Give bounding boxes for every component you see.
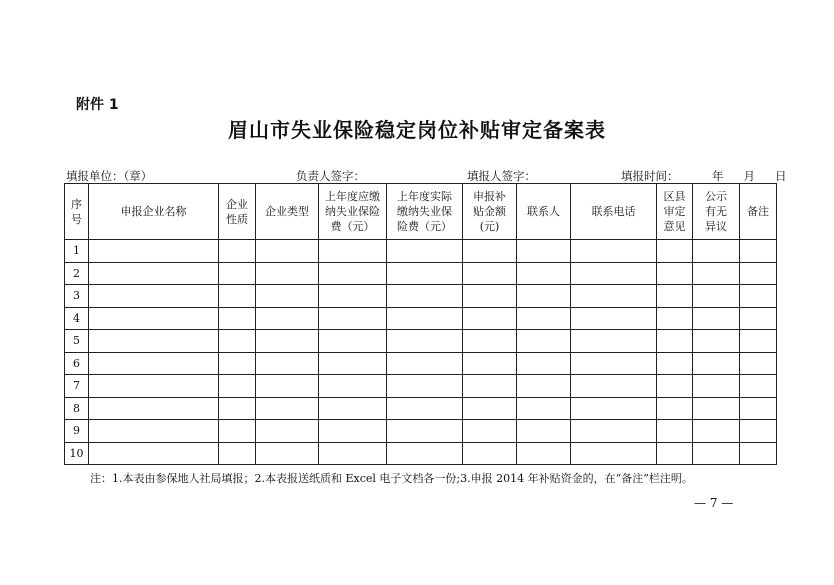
table-cell[interactable] bbox=[517, 330, 571, 353]
table-cell[interactable] bbox=[657, 352, 693, 375]
table-cell[interactable] bbox=[319, 240, 387, 263]
column-header-line: 申报补 bbox=[473, 190, 506, 203]
table-cell[interactable] bbox=[571, 285, 657, 308]
table-cell[interactable] bbox=[693, 307, 740, 330]
column-header-line: 备注 bbox=[747, 205, 769, 218]
table-cell[interactable] bbox=[89, 352, 219, 375]
column-header-line: 企业类型 bbox=[265, 205, 309, 218]
table-cell[interactable] bbox=[571, 442, 657, 465]
table-cell[interactable] bbox=[319, 285, 387, 308]
row-number: 7 bbox=[65, 375, 89, 398]
column-header bbox=[319, 184, 387, 240]
table-cell[interactable] bbox=[256, 397, 319, 420]
table-cell[interactable] bbox=[463, 262, 517, 285]
table-cell[interactable] bbox=[219, 330, 256, 353]
month-label: 月 bbox=[743, 169, 755, 183]
table-cell[interactable] bbox=[387, 285, 463, 308]
row-number: 4 bbox=[65, 307, 89, 330]
table-cell[interactable] bbox=[517, 352, 571, 375]
table-cell[interactable] bbox=[219, 262, 256, 285]
table-cell[interactable] bbox=[89, 330, 219, 353]
table-row bbox=[65, 262, 777, 285]
day-label: 日 bbox=[775, 169, 787, 183]
column-header-line: 性质 bbox=[226, 212, 248, 226]
column-header-line: 序 bbox=[71, 197, 82, 211]
column-header-line: 上年度实际 bbox=[397, 190, 452, 203]
table-cell[interactable] bbox=[463, 352, 517, 375]
table-cell[interactable] bbox=[319, 375, 387, 398]
table-cell[interactable] bbox=[387, 352, 463, 375]
column-header bbox=[219, 184, 256, 240]
table-cell[interactable] bbox=[571, 240, 657, 263]
table-cell[interactable] bbox=[256, 307, 319, 330]
table-cell[interactable] bbox=[571, 262, 657, 285]
table-cell[interactable] bbox=[219, 442, 256, 465]
table-cell[interactable] bbox=[463, 307, 517, 330]
table-cell[interactable] bbox=[256, 330, 319, 353]
table-row bbox=[65, 375, 777, 398]
table-cell[interactable] bbox=[256, 352, 319, 375]
column-header bbox=[387, 184, 463, 240]
table-cell[interactable] bbox=[740, 352, 777, 375]
column-header-line: 意见 bbox=[663, 220, 686, 233]
table-cell[interactable] bbox=[319, 330, 387, 353]
table-cell[interactable] bbox=[693, 375, 740, 398]
table-cell[interactable] bbox=[693, 330, 740, 353]
table-cell[interactable] bbox=[740, 262, 777, 285]
table-cell[interactable] bbox=[319, 307, 387, 330]
table-cell[interactable] bbox=[219, 285, 256, 308]
table-cell[interactable] bbox=[463, 397, 517, 420]
column-header-line: 企业 bbox=[226, 197, 248, 211]
table-cell[interactable] bbox=[571, 375, 657, 398]
table-cell[interactable] bbox=[657, 240, 693, 263]
table-cell[interactable] bbox=[693, 285, 740, 308]
table-cell[interactable] bbox=[571, 420, 657, 443]
table-row bbox=[65, 307, 777, 330]
table-cell[interactable] bbox=[319, 262, 387, 285]
table-cell[interactable] bbox=[89, 285, 219, 308]
table-cell[interactable] bbox=[517, 375, 571, 398]
column-header-line: 公示 bbox=[705, 190, 727, 203]
table-body bbox=[65, 240, 777, 465]
row-number: 1 bbox=[65, 240, 89, 263]
column-header bbox=[693, 184, 740, 240]
table-row bbox=[65, 352, 777, 375]
column-header-line: 联系人 bbox=[527, 205, 560, 218]
table-cell[interactable] bbox=[387, 397, 463, 420]
table-cell[interactable] bbox=[693, 262, 740, 285]
table-cell[interactable] bbox=[319, 420, 387, 443]
table-cell[interactable] bbox=[256, 442, 319, 465]
column-header-line: 申报企业名称 bbox=[120, 205, 187, 218]
table-cell[interactable] bbox=[571, 330, 657, 353]
table-row bbox=[65, 330, 777, 353]
table-cell[interactable] bbox=[693, 442, 740, 465]
table-header-row bbox=[65, 184, 777, 240]
table-cell[interactable] bbox=[463, 375, 517, 398]
table-cell[interactable] bbox=[740, 240, 777, 263]
row-number: 3 bbox=[65, 285, 89, 308]
table-cell[interactable] bbox=[517, 240, 571, 263]
table-cell[interactable] bbox=[517, 420, 571, 443]
row-number: 2 bbox=[65, 262, 89, 285]
table-cell[interactable] bbox=[256, 375, 319, 398]
column-header-line: 有无 bbox=[705, 205, 727, 218]
table-cell[interactable] bbox=[256, 285, 319, 308]
table-cell[interactable] bbox=[740, 285, 777, 308]
table-cell[interactable] bbox=[219, 240, 256, 263]
table-cell[interactable] bbox=[463, 240, 517, 263]
column-header bbox=[740, 184, 777, 240]
table-cell[interactable] bbox=[463, 285, 517, 308]
table-cell[interactable] bbox=[387, 420, 463, 443]
column-header-line: 区县 bbox=[663, 190, 686, 203]
table-cell[interactable] bbox=[740, 375, 777, 398]
column-header-line: 险费（元） bbox=[397, 220, 452, 233]
footnote: 注：1.本表由参保地人社局填报；2.本表报送纸质和 Excel 电子文档各一份;3.申报 2014 年补贴资金的，在“备注”栏注明。 bbox=[90, 472, 693, 485]
column-header bbox=[571, 184, 657, 240]
table-cell[interactable] bbox=[463, 442, 517, 465]
table-cell[interactable] bbox=[657, 420, 693, 443]
table-cell[interactable] bbox=[89, 397, 219, 420]
row-number: 8 bbox=[65, 397, 89, 420]
table-cell[interactable] bbox=[657, 262, 693, 285]
table-cell[interactable] bbox=[571, 307, 657, 330]
column-header-line: 缴纳失业保 bbox=[397, 205, 452, 218]
table-cell[interactable] bbox=[219, 352, 256, 375]
table-cell[interactable] bbox=[387, 240, 463, 263]
table-cell[interactable] bbox=[693, 352, 740, 375]
table-row bbox=[65, 442, 777, 465]
table-cell[interactable] bbox=[387, 307, 463, 330]
column-header bbox=[517, 184, 571, 240]
column-header-line: 审定 bbox=[663, 205, 686, 218]
table-cell[interactable] bbox=[657, 375, 693, 398]
column-header bbox=[256, 184, 319, 240]
table-row bbox=[65, 240, 777, 263]
column-header bbox=[89, 184, 219, 240]
table-cell[interactable] bbox=[89, 420, 219, 443]
table-cell[interactable] bbox=[740, 330, 777, 353]
table-cell[interactable] bbox=[657, 330, 693, 353]
table-cell[interactable] bbox=[387, 262, 463, 285]
table-cell[interactable] bbox=[463, 330, 517, 353]
attachment-label: 附件 1 bbox=[76, 97, 119, 113]
table-cell[interactable] bbox=[517, 262, 571, 285]
table-cell[interactable] bbox=[256, 420, 319, 443]
table-cell[interactable] bbox=[657, 307, 693, 330]
table-row bbox=[65, 397, 777, 420]
row-number: 5 bbox=[65, 330, 89, 353]
table-cell[interactable] bbox=[571, 397, 657, 420]
filing-table bbox=[64, 183, 777, 465]
table-cell[interactable] bbox=[693, 420, 740, 443]
table-cell[interactable] bbox=[517, 397, 571, 420]
table-cell[interactable] bbox=[319, 397, 387, 420]
column-header-line: 联系电话 bbox=[591, 205, 636, 218]
column-header-line: 贴金额 bbox=[473, 205, 506, 218]
table-cell[interactable] bbox=[256, 262, 319, 285]
time-label: 填报时间： bbox=[621, 169, 679, 183]
table-cell[interactable] bbox=[219, 397, 256, 420]
table-cell[interactable] bbox=[571, 352, 657, 375]
table-cell[interactable] bbox=[740, 442, 777, 465]
table-cell[interactable] bbox=[657, 397, 693, 420]
column-header-line: 号 bbox=[71, 212, 82, 226]
table-cell[interactable] bbox=[740, 420, 777, 443]
row-number: 6 bbox=[65, 352, 89, 375]
row-number: 9 bbox=[65, 420, 89, 443]
table-cell[interactable] bbox=[219, 307, 256, 330]
table-cell[interactable] bbox=[387, 375, 463, 398]
table-cell[interactable] bbox=[740, 397, 777, 420]
unit-label: 填报单位：（章） bbox=[66, 169, 153, 183]
table-cell[interactable] bbox=[89, 442, 219, 465]
column-header-line: 费（元） bbox=[330, 220, 375, 233]
table-cell[interactable] bbox=[387, 442, 463, 465]
year-label: 年 bbox=[712, 169, 724, 183]
form-title: 眉山市失业保险稳定岗位补贴审定备案表 bbox=[228, 118, 606, 142]
column-header-line: (元) bbox=[479, 220, 500, 233]
table-cell[interactable] bbox=[517, 307, 571, 330]
table-cell[interactable] bbox=[219, 375, 256, 398]
table-cell[interactable] bbox=[89, 307, 219, 330]
table-cell[interactable] bbox=[740, 307, 777, 330]
row-number: 10 bbox=[65, 442, 89, 465]
table-cell[interactable] bbox=[219, 420, 256, 443]
responsible-label: 负责人签字： bbox=[296, 169, 365, 183]
table-cell[interactable] bbox=[693, 397, 740, 420]
column-header bbox=[657, 184, 693, 240]
table-cell[interactable] bbox=[89, 375, 219, 398]
column-header bbox=[65, 184, 89, 240]
date-fields bbox=[712, 168, 787, 184]
table-cell[interactable] bbox=[319, 442, 387, 465]
table-cell[interactable] bbox=[387, 330, 463, 353]
table-cell[interactable] bbox=[89, 240, 219, 263]
table-cell[interactable] bbox=[693, 240, 740, 263]
column-header-line: 纳失业保险 bbox=[325, 205, 380, 218]
table-row bbox=[65, 285, 777, 308]
table-cell[interactable] bbox=[89, 262, 219, 285]
table-cell[interactable] bbox=[657, 285, 693, 308]
table-cell[interactable] bbox=[517, 442, 571, 465]
table-cell[interactable] bbox=[256, 240, 319, 263]
page-number: — 7 — bbox=[694, 496, 734, 510]
filler-label: 填报人签字： bbox=[467, 169, 536, 183]
table-cell[interactable] bbox=[463, 420, 517, 443]
table-row bbox=[65, 420, 777, 443]
column-header-line: 上年度应缴 bbox=[325, 190, 380, 203]
column-header bbox=[463, 184, 517, 240]
table-cell[interactable] bbox=[657, 442, 693, 465]
column-header-line: 异议 bbox=[705, 220, 727, 233]
table-cell[interactable] bbox=[319, 352, 387, 375]
table-cell[interactable] bbox=[517, 285, 571, 308]
